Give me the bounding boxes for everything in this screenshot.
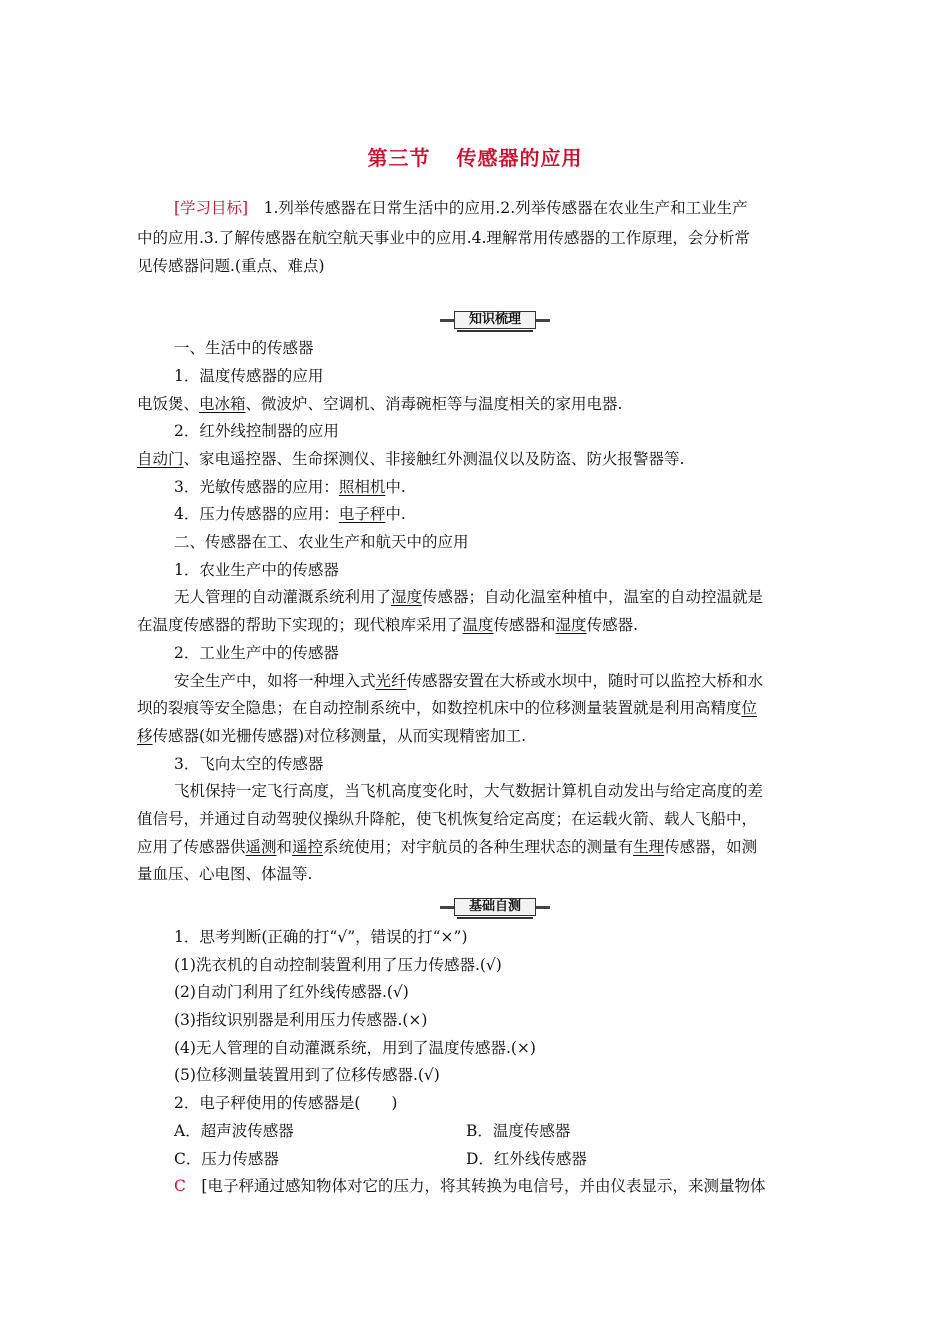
- objectives-line-1: [学习目标] 1.列举传感器在日常生活中的应用.2.列举传感器在农业生产和工业生产: [174, 199, 748, 217]
- s1-item1-text: 电饭煲、电冰箱、微波炉、空调机、消毒碗柜等与温度相关的家用电器.: [137, 395, 623, 413]
- answer-letter: C: [174, 1177, 186, 1195]
- objectives-line-2: 中的应用.3.了解传感器在航空航天事业中的应用.4.理解常用传感器的工作原理，会分析常: [137, 229, 750, 247]
- judge-item-1: (1)洗衣机的自动控制装置利用了压力传感器.(√): [174, 956, 502, 974]
- s2-item2-text-2: 坝的裂痕等安全隐患；在自动控制系统中，如数控机床中的位移测量装置就是利用高精度位: [137, 699, 758, 717]
- s2-heading: 二、传感器在工、农业生产和航天中的应用: [174, 533, 469, 551]
- s1-item2-heading: 2．红外线控制器的应用: [174, 422, 339, 440]
- s1-item1-heading: 1．温度传感器的应用: [174, 367, 324, 385]
- s2-item3-text-3: 应用了传感器供遥测和遥控系统使用；对宇航员的各种生理状态的测量有生理传感器，如测: [137, 838, 758, 856]
- judge-item-3: (3)指纹识别器是利用压力传感器.(×): [174, 1011, 428, 1029]
- s2-item3-text-2: 值信号，并通过自动驾驶仪操纵升降舵，使飞机恢复给定高度；在运载火箭、载人飞船中，: [137, 810, 758, 828]
- judge-item-4: (4)无人管理的自动灌溉系统，用到了温度传感器.(×): [174, 1039, 536, 1057]
- objectives-line-3: 见传感器问题.(重点、难点): [137, 257, 325, 275]
- s2-item1-heading: 1．农业生产中的传感器: [174, 561, 339, 579]
- objectives-tag: [学习目标]: [174, 199, 249, 217]
- s1-item2-text: 自动门、家电遥控器、生命探测仪、非接触红外测温仪以及防盗、防火报警器等.: [137, 450, 685, 468]
- s2-item3-text-4: 量血压、心电图、体温等.: [137, 865, 313, 883]
- judge-item-5: (5)位移测量装置用到了位移传感器.(√): [174, 1066, 440, 1084]
- s1-item4: 4．压力传感器的应用：电子秤中.: [174, 505, 406, 523]
- s1-heading: 一、生活中的传感器: [174, 339, 314, 357]
- s2-item2-text-3: 移传感器(如光栅传感器)对位移测量，从而实现精密加工.: [137, 727, 527, 745]
- option-a: A．超声波传感器: [174, 1122, 294, 1140]
- self-test-badge: 基础自测: [440, 898, 550, 916]
- s2-item3-heading: 3．飞向太空的传感器: [174, 755, 324, 773]
- option-c: C．压力传感器: [174, 1150, 279, 1168]
- answer-explanation: C [电子秤通过感知物体对它的压力，将其转换为电信号，并由仪表显示，来测量物体: [174, 1177, 766, 1195]
- section-title: 传感器的应用: [456, 146, 583, 170]
- s2-item3-text-1: 飞机保持一定飞行高度，当飞机高度变化时，大气数据计算机自动发出与给定高度的差: [174, 782, 764, 800]
- judge-item-2: (2)自动门利用了红外线传感器.(√): [174, 983, 409, 1001]
- knowledge-badge: 知识梳理: [440, 311, 550, 329]
- option-b: B．温度传感器: [466, 1122, 571, 1140]
- option-d: D．红外线传感器: [466, 1150, 587, 1168]
- question-1: 1．思考判断(正确的打“√”，错误的打“×”): [174, 928, 468, 946]
- question-2: 2．电子秤使用的传感器是( ): [174, 1094, 398, 1112]
- s2-item1-text-1: 无人管理的自动灌溉系统利用了湿度传感器；自动化温室种植中，温室的自动控温就是: [174, 588, 764, 606]
- section-number: 第三节: [367, 146, 431, 170]
- s2-item2-text-1: 安全生产中，如将一种埋入式光纤传感器安置在大桥或水坝中，随时可以监控大桥和水: [174, 672, 764, 690]
- s1-item3: 3．光敏传感器的应用：照相机中.: [174, 478, 406, 496]
- s2-item2-heading: 2．工业生产中的传感器: [174, 644, 339, 662]
- page-title: [0, 142, 950, 171]
- s2-item1-text-2: 在温度传感器的帮助下实现的；现代粮库采用了温度传感器和湿度传感器.: [137, 616, 638, 634]
